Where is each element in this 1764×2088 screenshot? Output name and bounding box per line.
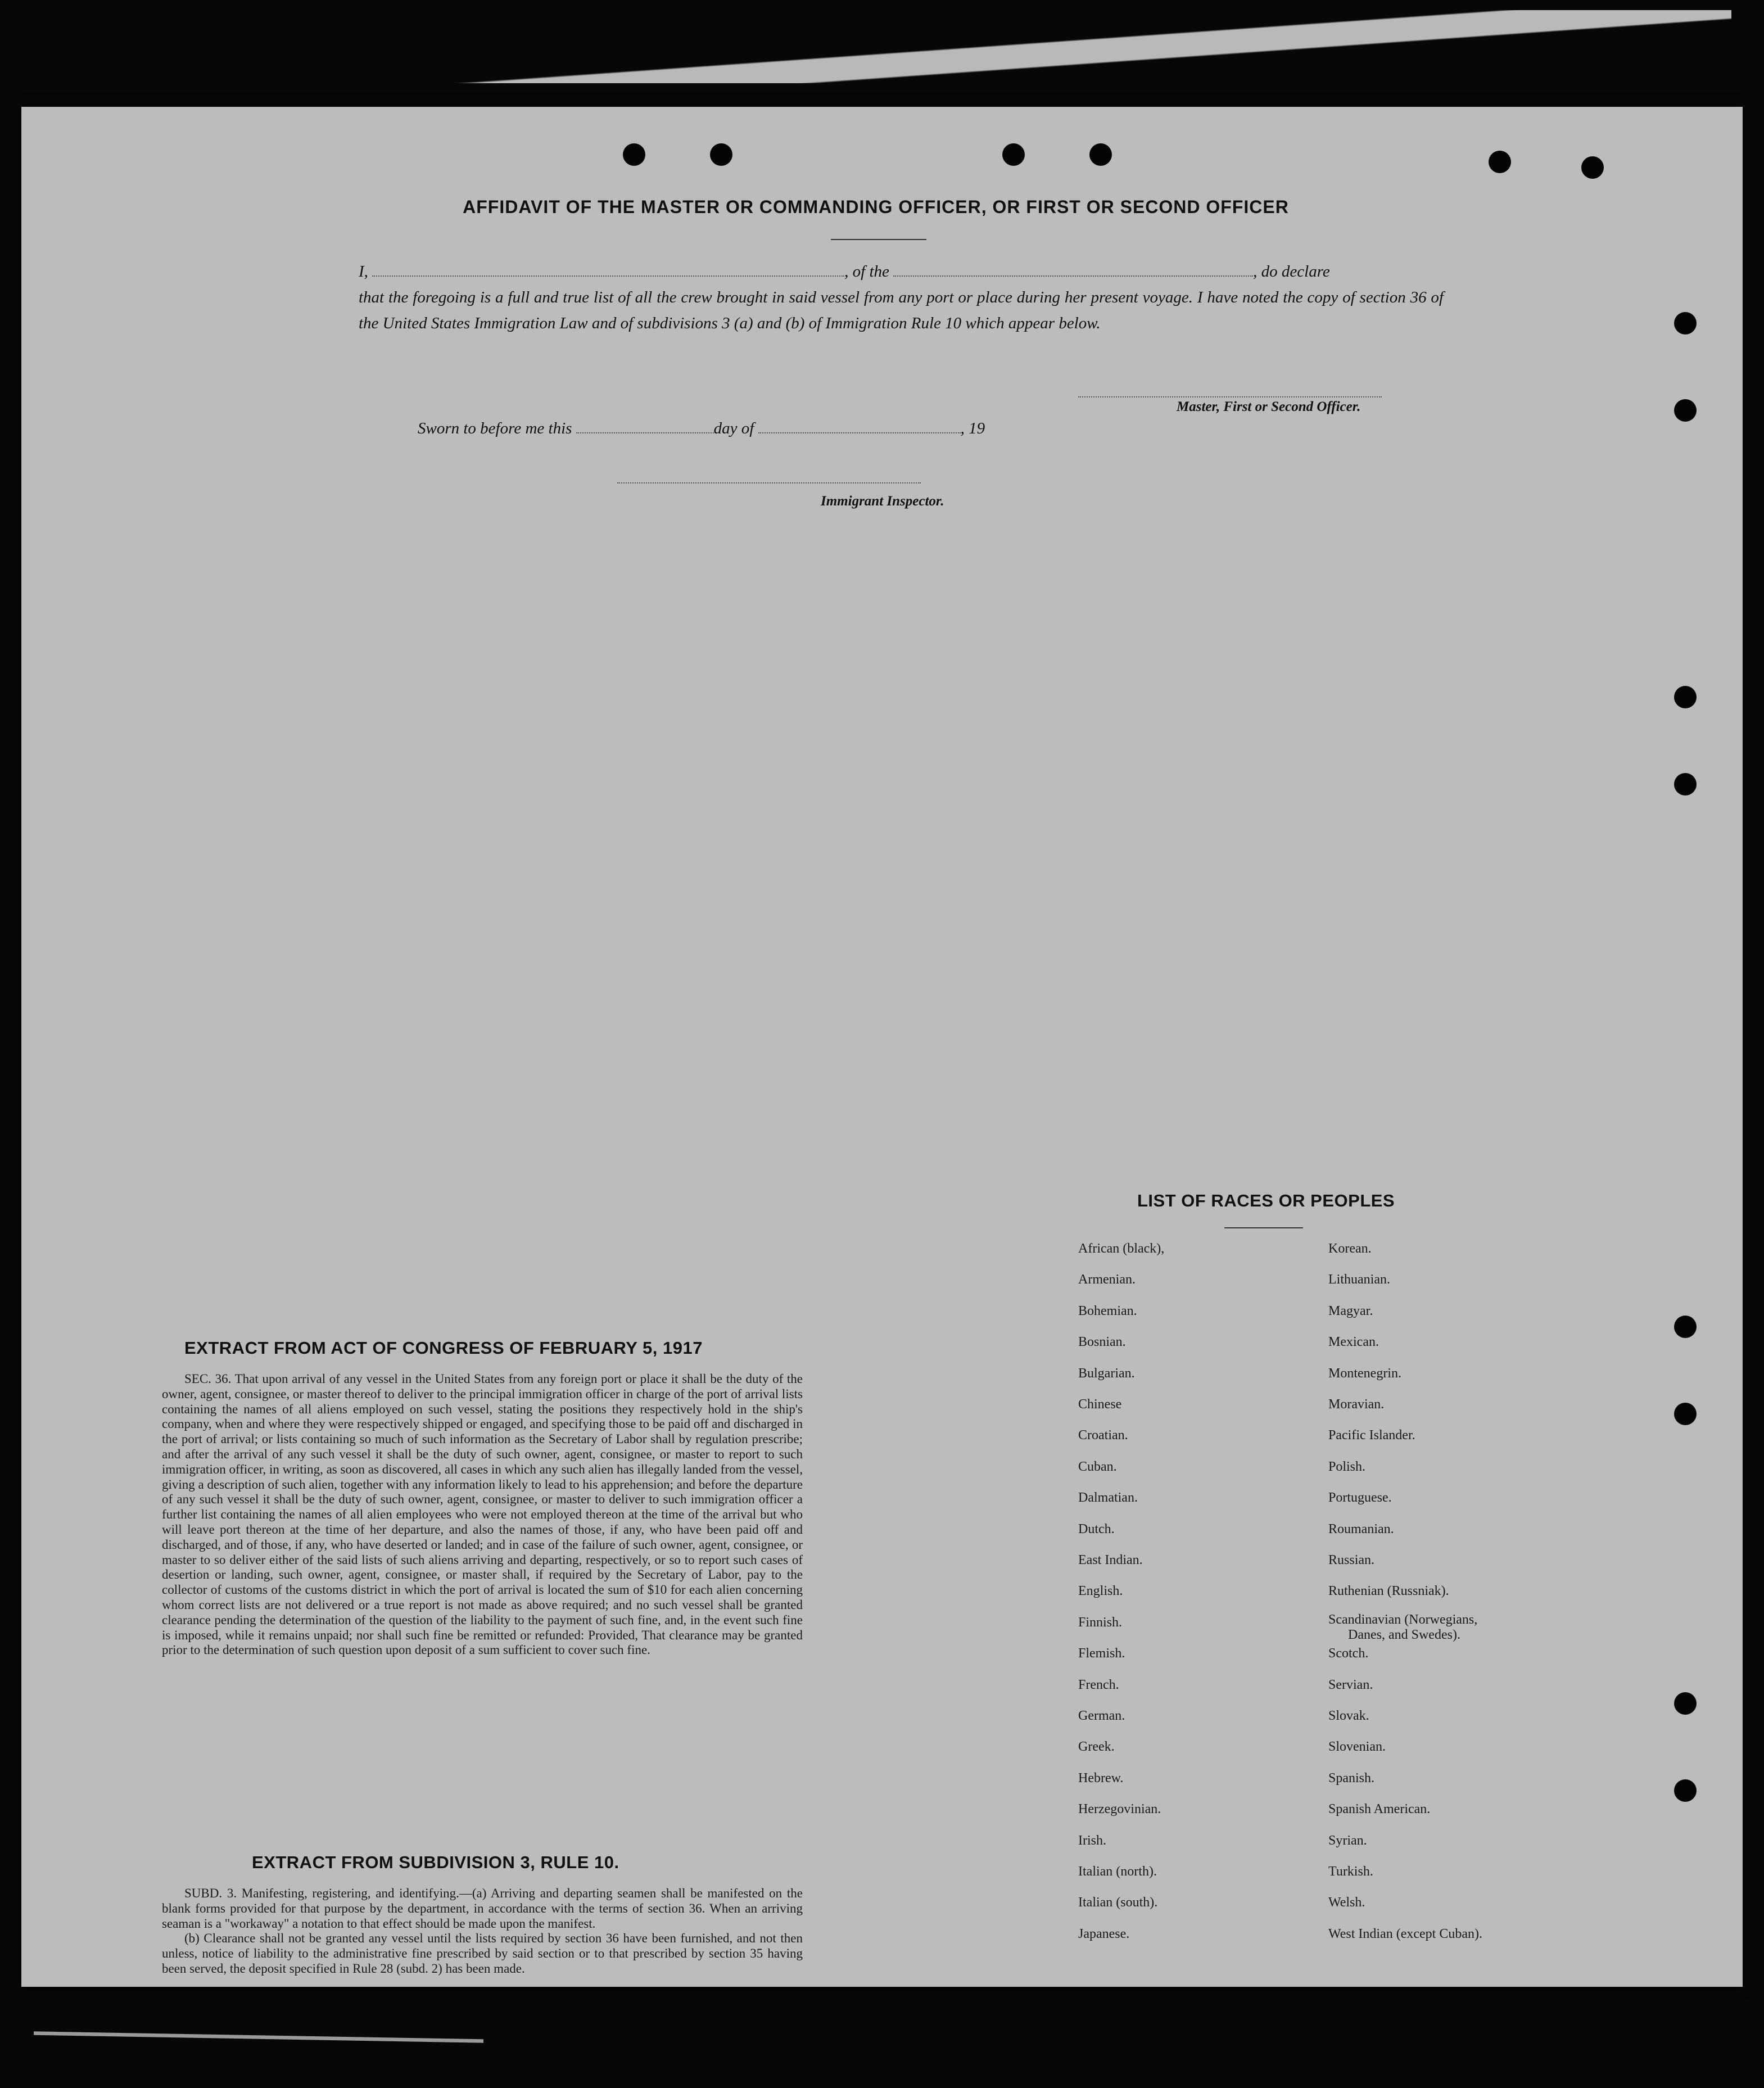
race-item: Moravian. (1328, 1397, 1385, 1412)
race-item: Bulgarian. (1078, 1366, 1135, 1381)
sworn-line (418, 419, 985, 438)
race-item: Irish. (1078, 1833, 1106, 1848)
race-item: Bosnian. (1078, 1335, 1126, 1350)
race-item: Russian. (1328, 1553, 1375, 1567)
title-divider (831, 239, 926, 240)
race-item: Slovenian. (1328, 1739, 1386, 1755)
master-caption: Master, First or Second Officer. (1177, 399, 1361, 414)
race-item: Welsh. (1328, 1895, 1365, 1910)
race-item: Dutch. (1078, 1521, 1115, 1536)
race-item: Spanish. (1328, 1770, 1375, 1786)
day-of-label: day of (713, 419, 754, 437)
race-item: African (black), (1078, 1241, 1165, 1256)
rule-paragraph-b: (b) Clearance shall not be granted any vessel until the lists required by section 36 have been furnished, and not then unless, notice of liability to the administrative fine prescribed by said section or to that prescribed by section 35 having been served, the deposit specified in Rule 28 (subd. 2) has been made. (162, 1931, 803, 1976)
race-item: Italian (north). (1078, 1864, 1157, 1879)
race-item: Magyar. (1328, 1303, 1373, 1318)
race-item: Chinese (1078, 1397, 1122, 1412)
declaration-first-line (359, 259, 1444, 284)
i-label: I, (359, 263, 368, 281)
race-item: Danes, and Swedes). (1348, 1628, 1460, 1642)
vessel-name-field[interactable] (893, 262, 1253, 277)
race-item: Servian. (1328, 1677, 1373, 1692)
punch-hole (1674, 399, 1697, 422)
of-the-label: , of the (844, 263, 889, 281)
sworn-prefix: Sworn to before me this (418, 419, 572, 437)
inspector-caption: Immigrant Inspector. (821, 494, 944, 509)
race-item: Cuban. (1078, 1459, 1117, 1474)
sworn-month-field[interactable] (758, 419, 961, 433)
races-divider (1224, 1227, 1303, 1228)
race-item: Armenian. (1078, 1272, 1136, 1287)
race-item: Lithuanian. (1328, 1272, 1390, 1287)
race-item: Scotch. (1328, 1646, 1369, 1661)
race-item: Korean. (1328, 1241, 1372, 1256)
act-extract-title: EXTRACT FROM ACT OF CONGRESS OF FEBRUARY 5, 1917 (184, 1338, 703, 1358)
do-declare-label: , do declare (1253, 263, 1330, 281)
race-item: Japanese. (1078, 1926, 1130, 1941)
race-item: Finnish. (1078, 1615, 1123, 1630)
race-item: Greek. (1078, 1739, 1115, 1755)
race-item: Slovak. (1328, 1709, 1369, 1723)
officer-name-field[interactable] (372, 262, 844, 277)
punch-hole (1489, 151, 1511, 173)
declaration-text: that the foregoing is a full and true list of all the crew brought in said vessel from any port or place during her present voyage. I have noted the copy of section 36 of the United States Immigration Law and of subdivisions 3 (a) and (b) of Immigration Rule 10 which appear below. (359, 288, 1444, 332)
sworn-day-field[interactable] (576, 419, 714, 433)
affidavit-declaration (359, 259, 1444, 336)
section-36-text: SEC. 36. That upon arrival of any vessel in the United States from any foreign port or place it shall be the duty of the owner, agent, consignee, or master thereof to deliver to the principal immigration officer in charge of the port of arrival lists containing the names of all aliens employed on such vessel, stating the positions they respectively hold in the ship's company, when and where they were respectively shipped or engaged, and specifying those to be paid off and discharged in the port of arrival; or lists containing so much of such information as the Secretary of Labor shall by regulation prescribe; and after the arrival of any such vessel it shall be the duty of such owner, agent, consignee, or master to report to such immigration officer, in writing, as soon as discovered, all cases in which any such alien has illegally landed from the vessel, giving a description of such alien, together with any information likely to lead to his apprehension; and before the departure of any such vessel it shall be the duty of such owner, agent, consignee, or master to deliver to such immigration officer a further list containing the names of all alien employees who were not employed thereon at the time of the arrival but who will leave port thereon at the time of her departure, and also the names of those, if any, who have been paid off and discharged, and of those, if any, who have deserted or landed; and in case of the failure of such owner, agent, consignee, or master to so deliver either of the said lists of such aliens arriving and departing, respectively, or so to report such cases of desertion or landing, such owner, agent, consignee, or master shall, if required by the Secretary of Labor, pay to the collector of customs of the customs district in which the port of arrival is located the sum of $10 for each alien concerning whom correct lists are not delivered or a true report is not made as above required; and no such vessel shall be granted clearance pending the determination of the question of the liability to the payment of such fine, and, in the event such fine is imposed, while it remains unpaid; nor shall such fine be remitted or refunded: Provided, That clearance may be granted prior to the determination of such question upon deposit of a sum sufficient to cover such fine. (162, 1372, 803, 1657)
race-item: Croatian. (1078, 1428, 1128, 1443)
race-item: Bohemian. (1078, 1303, 1137, 1318)
affidavit-title: AFFIDAVIT OF THE MASTER OR COMMANDING OFFICER, OR FIRST OR SECOND OFFICER (463, 197, 1289, 217)
sheet-underneath-edge (315, 10, 1731, 83)
rule-10-text (162, 1886, 803, 1977)
punch-hole (1581, 156, 1604, 179)
punch-hole (1674, 312, 1697, 335)
race-item: East Indian. (1078, 1553, 1143, 1567)
master-signature-line[interactable] (1078, 396, 1382, 397)
punch-hole (1674, 1779, 1697, 1802)
year-prefix: , 19 (960, 419, 985, 437)
inspector-signature-line[interactable] (617, 482, 921, 483)
races-title: LIST OF RACES OR PEOPLES (1137, 1191, 1395, 1210)
race-item: Ruthenian (Russniak). (1328, 1584, 1449, 1599)
punch-hole (1674, 686, 1697, 708)
race-item: Flemish. (1078, 1646, 1125, 1661)
punch-hole (1674, 1692, 1697, 1715)
race-item: Polish. (1328, 1459, 1366, 1474)
race-item: Roumanian. (1328, 1521, 1394, 1536)
race-item: Scandinavian (Norwegians, (1328, 1612, 1478, 1627)
race-item: Pacific Islander. (1328, 1428, 1415, 1443)
race-item: English. (1078, 1584, 1123, 1599)
rule-extract-title: EXTRACT FROM SUBDIVISION 3, RULE 10. (252, 1852, 619, 1872)
punch-hole (1674, 1316, 1697, 1338)
race-item: Syrian. (1328, 1833, 1367, 1848)
rule-paragraph-a: SUBD. 3. Manifesting, registering, and identifying.—(a) Arriving and departing seamen shall be manifested on the blank forms provided for that purpose by the department, in accordance with the terms of section 36. When an arriving seaman is a "workaway" a notation to that effect should be made upon the manifest. (162, 1886, 803, 1931)
manifest-page (21, 107, 1743, 1987)
race-item: Dalmatian. (1078, 1490, 1138, 1506)
sheet-underneath-scrap (34, 2024, 483, 2046)
punch-hole (623, 143, 645, 166)
race-item: French. (1078, 1677, 1119, 1692)
punch-hole (1674, 773, 1697, 796)
race-item: Hebrew. (1078, 1770, 1124, 1786)
race-item: German. (1078, 1709, 1125, 1723)
race-item: Portuguese. (1328, 1490, 1392, 1506)
race-item: Turkish. (1328, 1864, 1373, 1879)
punch-hole (1002, 143, 1025, 166)
punch-hole (1674, 1403, 1697, 1425)
race-item: Herzegovinian. (1078, 1802, 1161, 1817)
race-item: Italian (south). (1078, 1895, 1158, 1910)
race-item: Montenegrin. (1328, 1366, 1401, 1381)
race-item: Spanish American. (1328, 1802, 1431, 1817)
race-item: West Indian (except Cuban). (1328, 1926, 1482, 1941)
race-item: Mexican. (1328, 1335, 1379, 1350)
punch-hole (710, 143, 732, 166)
punch-hole (1089, 143, 1112, 166)
